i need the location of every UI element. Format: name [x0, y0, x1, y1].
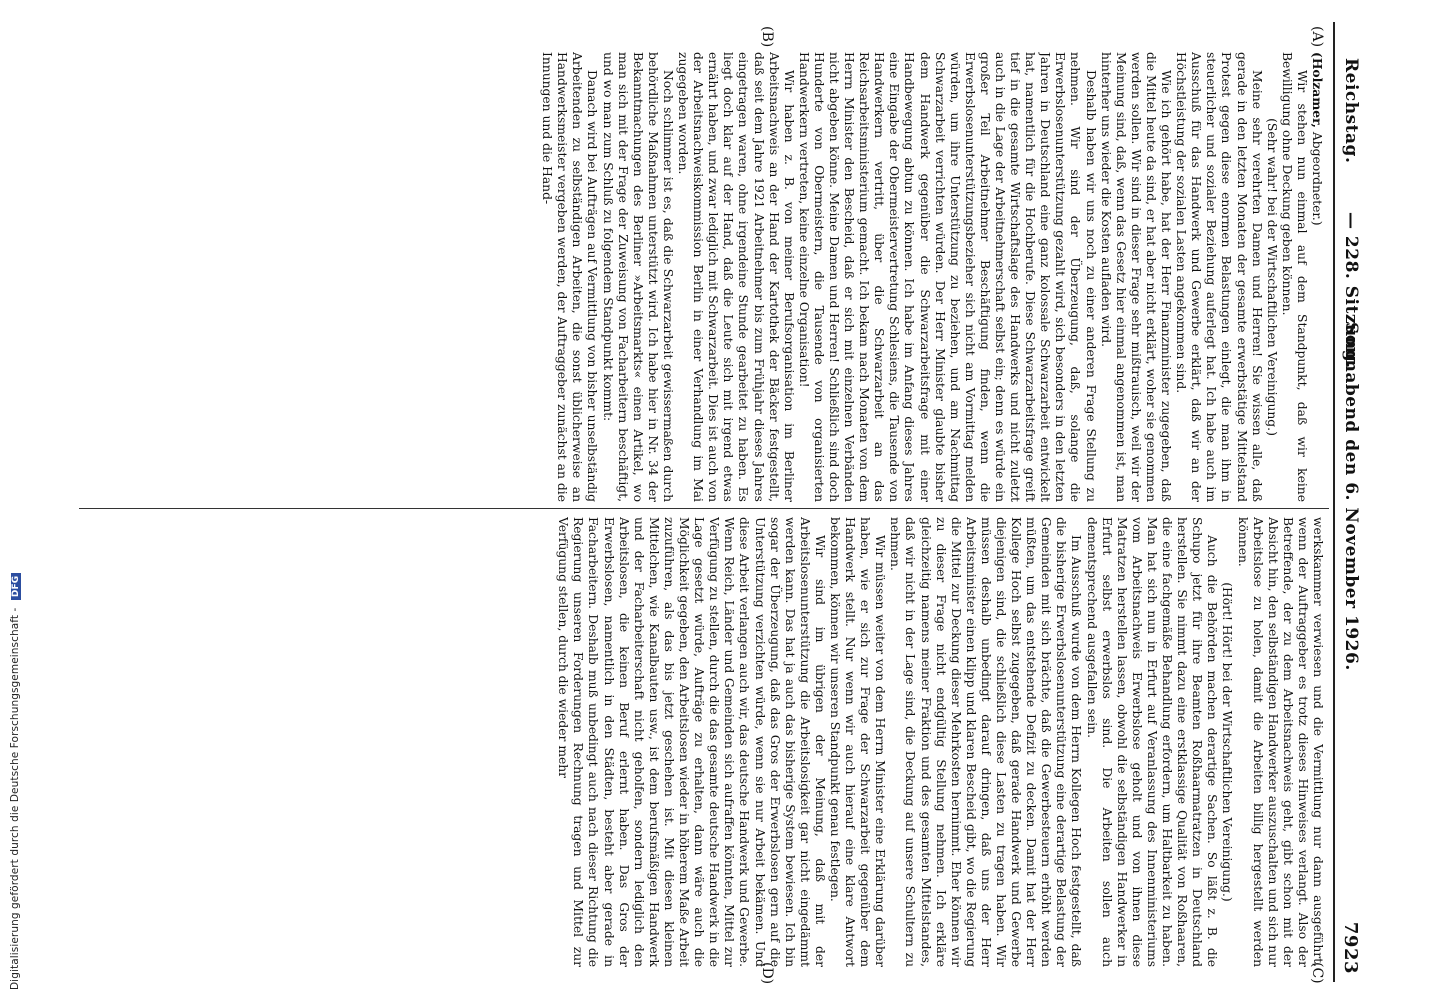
left-paragraph-2: Meine sehr verehrten Damen und Herren! Sie wissen alle, daß gerade in den letzten Monaten der gesamte erwerbstätige Mittelstand Protest gegen diese enormen Belastungen einlegt, die man ihm in steuerlicher und sozialer Beziehung auferlegt hat. Ich habe auch im Ausschuß für das Handwerk und Gewerbe erklärt, daß wir an der Höchstleistung der sozialen Lasten angekommen sind.: [1174, 52, 1264, 502]
funding-note: Digitalisierung gefördert durch die Deutsche Forschungsgemeinschaft -: [9, 607, 21, 990]
header-date: Sonnabend den 6. November 1926.: [1341, 322, 1361, 671]
header-session: — 228. Sitzung.: [1341, 212, 1361, 369]
right-paragraph-3: Im Ausschuß wurde von dem Herrn Kollegen Hoch festgestellt, daß die bisherige Erwerbslosenunterstützung eine derartige Belastung der Gemeinden mit sich brächte, daß die Gewerbesteuern erhöht werden müßten, um das entstehende Defizit zu decken. Damit hat der Herr Kollege Hoch selbst zugegeben, daß gerade Handwerk und Gewerbe diejenigen sind, die schließlich diese Lasten zu tragen haben. Wir müssen deshalb unbedingt darauf dringen, daß uns der Herr Arbeitsminister einen klipp und klaren Bescheid gibt, wo die Regierung die Mittel zur Deckung dieser Mehrkosten hernimmt. Eher können wir zu dieser Frage nicht endgültig Stellung nehmen. Ich erkläre gleichzeitig namens meiner Fraktion und des gesamten Mittelstandes, daß wir nicht in der Lage sind, die Deckung auf unsere Schultern zu nehmen.: [888, 517, 1084, 967]
left-paragraph-5: Wir haben z. B. von meiner Berufsorganisation im Berliner Arbeitsnachweis an der Hand der Kartothek der Bäcker festgestellt, daß seit dem Jahre 1921 Arbeitnehmer bis zum Frühjahr dieses Jahres eingetragen waren, ohne irgendeine Stunde gearbeitet zu haben. Es liegt doch klar auf der Hand, daß die Leute sich mit irgend etwas ernährt haben, und zwar lediglich mit Schwarzarbeit. Dies ist auch von der Arbeitsnachweiskommission Berlin in einer Verhandlung im Mai zugegeben worden.: [676, 52, 796, 502]
margin-mark-d: (D): [759, 962, 775, 985]
right-paragraph-2: Auch die Behörden machen derartige Sachen. So läßt z. B. die Schupo jetzt für ihre Beamten Roßhaarmatratzen in Deutschland herstellen. Sie nimmt dazu eine erstklassige Qualität von Roßhaaren, die eine fachgemäße Behandlung erfordern, um Haltbarkeit zu haben. Man hat sich nun in Erfurt auf Veranlassung des Innenministeriums vom Arbeitsnachweis Erwerbslose geholt und von ihnen diese Matratzen herstellen lassen, obwohl die selbständigen Handwerker in Erfurt selbst erwerbslos sind. Die Arbeiten sollen auch dementsprechend ausgefallen sein.: [1084, 517, 1220, 967]
header-rule: [1333, 22, 1335, 982]
right-paragraph-5: Wir sind im übrigen der Meinung, daß mit der Arbeitslosenunterstützung die Arbeitslosigkeit gar nicht eingedämmt werden kann. Das hat ja auch das bisherige System bewiesen. Ich bin sogar der Überzeugung, daß das Gros der Erwerbslosen gern auf die Unterstützung verzichten würde, wenn sie nur Arbeit bekämen. Und diese Arbeit verlangen auch wir, das deutsche Handwerk und Gewerbe. Wenn Reich, Länder und Gemeinden sich aufraffen könnten, Mittel zur Verfügung zu stellen, durch die das gesamte deutsche Handwerk in die Lage gesetzt würde, Aufträge zu erhalten, dann wäre auch die Möglichkeit gegeben, den Arbeitslosen wieder in höherem Maße Arbeit zuzuführen, als das bis jetzt geschehen ist. Mit diesen kleinen Mittelchen, wie Kanalbauten usw., ist dem berufsmäßigen Handwerk und der Facharbeiterschaft nicht geholfen, sondern lediglich den Arbeitslosen, die keinen Beruf erlernt haben. Das Gros der Erwerbslosen, namentlich in den Städten, besteht aber gerade in Facharbeitern. Deshalb muß unbedingt auch nach dieser Richtung die Regierung unseren Forderungen Rechnung tragen und Mittel zur Verfügung stellen, durch die wieder mehr: [556, 517, 827, 967]
speaker-name: (Holzamer,: [1310, 52, 1325, 128]
footer-strip: [0, 0, 21, 1000]
right-column: [75, 517, 1325, 967]
page-number: 7923: [1340, 921, 1361, 974]
footer-text-wrap: [9, 0, 21, 990]
left-paragraph-3: Wie ich gehört habe, hat der Herr Finanzminister zugegeben, daß die Mittel heute da sind, er hat aber nicht erklärt, woher sie genommen werden sollen. Wir sind in dieser Frage sehr mißtrauisch, weil wir der Meinung sind, daß, wenn das Gesetz hier einmal angenommen ist, man hinterher uns wieder die Kosten aufladen wird.: [1098, 52, 1174, 502]
left-paragraph-7: Danach wird bei Aufträgen auf Vermittlung von bisher unselbständig Arbeitenden zu selbständigen Arbeiten, die sonst üblicherweise an Handwerksmeister vergeben werden, der Auftraggeber zunächst an die Innungen und die Hand-: [540, 52, 600, 502]
left-interjection-1: (Sehr wahr! bei der Wirtschaftlichen Vereinigung.): [1264, 118, 1279, 436]
right-interjection-1: (Hört! Hört! bei der Wirtschaftlichen Vereinigung.): [1220, 582, 1235, 902]
header-title: Reichstag.: [1341, 58, 1361, 164]
left-column: [75, 52, 1325, 502]
left-paragraph-1: Wir stehen nun einmal auf dem Standpunkt, daß wir keine Bewilligung ohne Deckung geben können.: [1279, 52, 1309, 502]
left-paragraph-6: Noch schlimmer ist es, daß die Schwarzarbeit gewissermaßen durch behördliche Maßnahmen unterstützt wird. Ich habe hier in Nr. 34 der Bekanntmachungen des Berliner »Arbeitsmarkts« einen Artikel, wo man sich mit der Frage der Zuweisung von Facharbeitern beschäftigt, und wo man zum Schluß zu folgendem Standpunkt kommt:: [600, 52, 675, 502]
speaker-role: Abgeordneter.): [1310, 131, 1324, 226]
dfg-logo: DFG: [11, 573, 21, 600]
left-paragraph-4: Deshalb haben wir uns noch zu einer anderen Frage Stellung zu nehmen. Wir sind der Überzeugung, daß, solange die Erwerbslosenunterstützung gezahlt wird, sich besonders in den letzten Jahren in Deutschland eine ganz kolossale Schwarzarbeit entwickelt hat, namentlich für die Hochberufe. Diese Schwarzarbeitsfrage greift tief in die gesamte Wirtschaftslage des Handwerks und nicht zuletzt auch in die Lage der Arbeitnehmerschaft selbst ein; denn es würde ein großer Teil Arbeitnehmer Beschäftigung finden, wenn die Erwerbslosenunterstützungsbezieher sich nicht am Vormittag melden würden, um ihre Unterstützung zu beziehen, und am Nachmittag Schwarzarbeit verrichten würden. Der Herr Minister glaubte bisher dem Handwerk gegenüber die Schwarzarbeitsfrage mit einer Handbewegung abtun zu können. Ich habe im Anfang dieses Jahres eine Eingabe der Obermeistervertretung Schlesiens, die Tausende von Handwerkern vertritt, über die Schwarzarbeit an das Reichsarbeitsministerium gemacht. Ich bekam nach Monaten von dem Herrn Minister den Bescheid, daß er sich mit einzelnen Verbänden nicht abgeben könne. Meine Damen und Herren! Schließlich sind doch Hunderte von Obermeistern, die Tausende von organisierten Handwerkern vertreten, keine einzelne Organisation!: [796, 52, 1098, 502]
rotated-page: [65, 22, 1365, 985]
margin-mark-c: (C): [1309, 962, 1325, 984]
column-divider: [79, 508, 1329, 509]
right-paragraph-4: Wir müssen weiter von dem Herrn Minister eine Erklärung darüber haben, wie er sich zur Frage der Schwarzarbeit gegenüber dem Handwerk stellt. Nur wenn wir auch hierauf eine klare Antwort bekommen, können wir unseren Standpunkt genau festlegen.: [828, 517, 888, 967]
margin-mark-b: (B): [759, 26, 775, 48]
page-header: [1331, 22, 1365, 982]
margin-mark-a: (A): [1309, 26, 1325, 48]
speaker-line: [1309, 52, 1325, 502]
right-paragraph-1: werkskammer verwiesen und die Vermittlung nur dann ausgeführt, wenn der Auftraggeber es trotz dieses Hinweises verlangt. Also der Betreffende, der zu dem Arbeitsnachweis geht, gibt schon mit der Absicht hin, den selbständigen Handwerker auszuschalten und sich nur Arbeitslose zu holen, damit die Arbeiten billig hergestellt werden können.: [1235, 517, 1325, 967]
